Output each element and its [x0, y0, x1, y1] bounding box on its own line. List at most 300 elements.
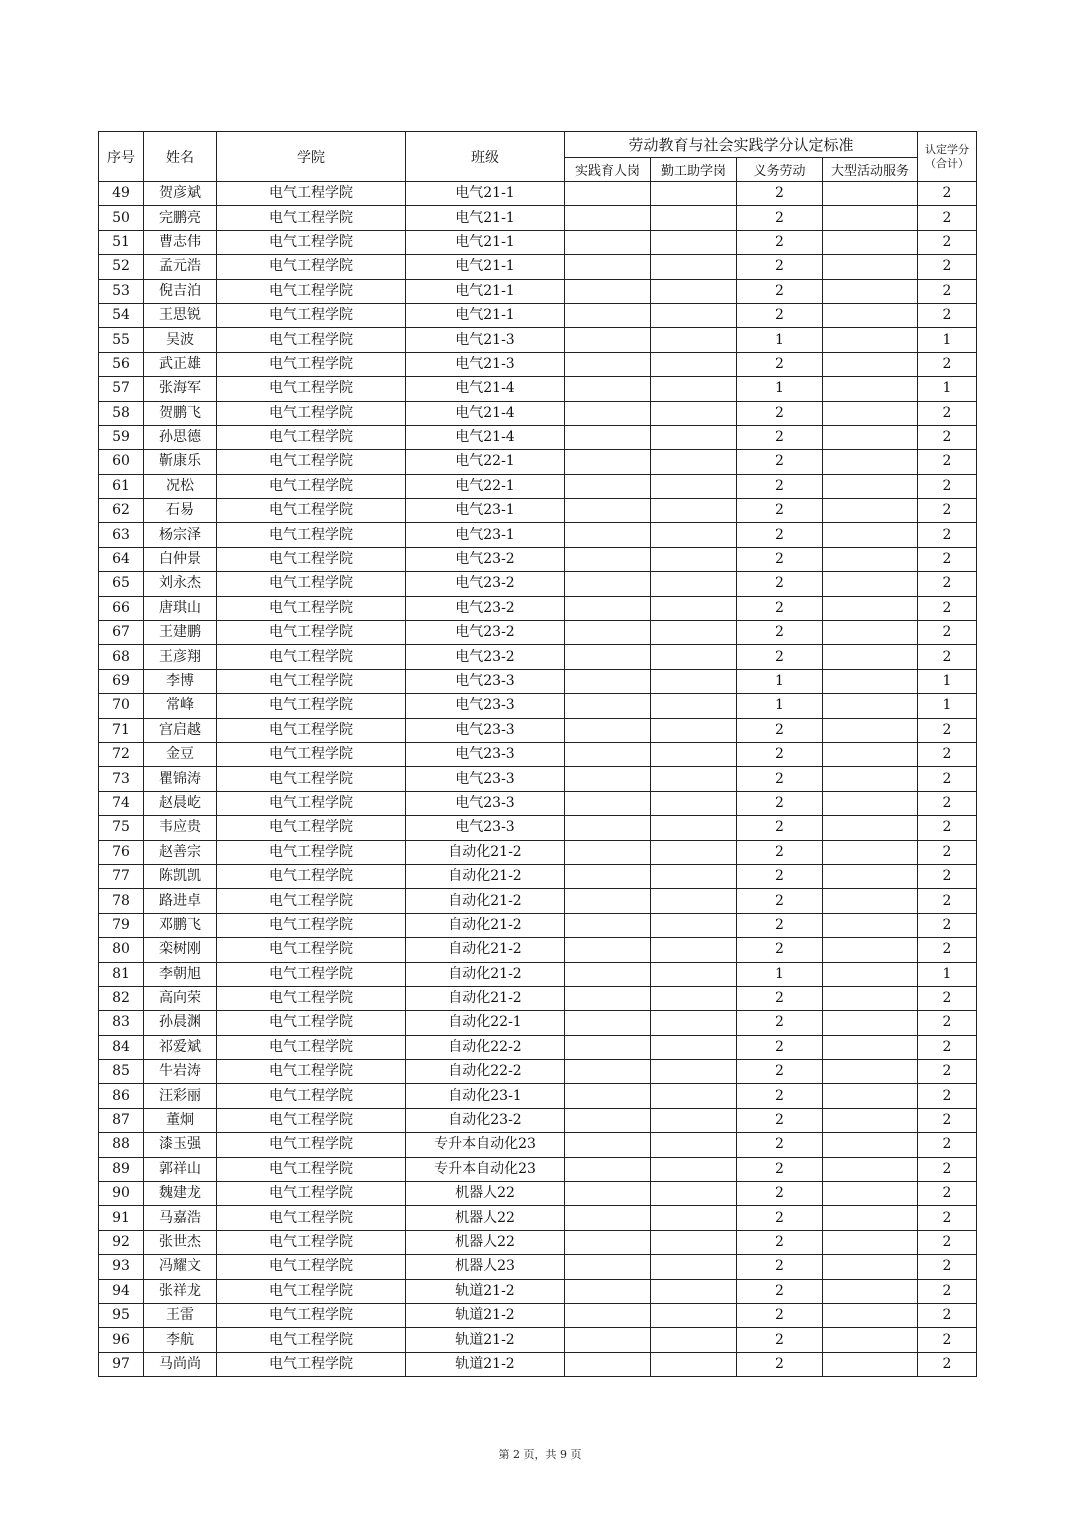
cell-seq: 96 — [99, 1328, 144, 1352]
cell-work-study-post — [651, 1206, 737, 1230]
cell-total-credit: 2 — [918, 1157, 977, 1181]
cell-total-credit: 2 — [918, 1133, 977, 1157]
cell-event-service — [823, 182, 918, 206]
cell-practice-post — [565, 816, 651, 840]
cell-college: 电气工程学院 — [217, 1035, 406, 1059]
cell-seq: 50 — [99, 206, 144, 230]
cell-work-study-post — [651, 572, 737, 596]
cell-voluntary-labor: 2 — [737, 1255, 823, 1279]
table-row — [99, 377, 977, 401]
cell-work-study-post — [651, 401, 737, 425]
cell-name: 牛岩涛 — [144, 1060, 217, 1084]
cell-work-study-post — [651, 718, 737, 742]
cell-class: 自动化21-2 — [406, 889, 565, 913]
cell-name: 倪吉泊 — [144, 279, 217, 303]
cell-class: 机器人22 — [406, 1206, 565, 1230]
cell-total-credit: 1 — [918, 694, 977, 718]
cell-event-service — [823, 669, 918, 693]
cell-class: 自动化22-2 — [406, 1035, 565, 1059]
cell-seq: 95 — [99, 1303, 144, 1327]
cell-college: 电气工程学院 — [217, 377, 406, 401]
cell-work-study-post — [651, 182, 737, 206]
cell-class: 机器人22 — [406, 1230, 565, 1254]
table-row — [99, 669, 977, 693]
cell-voluntary-labor: 2 — [737, 1230, 823, 1254]
cell-practice-post — [565, 279, 651, 303]
cell-work-study-post — [651, 523, 737, 547]
cell-event-service — [823, 816, 918, 840]
cell-name: 石易 — [144, 499, 217, 523]
cell-event-service — [823, 352, 918, 376]
cell-name: 常峰 — [144, 694, 217, 718]
cell-name: 宫启越 — [144, 718, 217, 742]
cell-seq: 97 — [99, 1352, 144, 1376]
header-total-credit — [918, 132, 977, 182]
cell-work-study-post — [651, 962, 737, 986]
cell-seq: 68 — [99, 645, 144, 669]
cell-class: 电气21-4 — [406, 377, 565, 401]
cell-work-study-post — [651, 377, 737, 401]
cell-total-credit: 2 — [918, 1084, 977, 1108]
cell-work-study-post — [651, 1352, 737, 1376]
cell-class: 自动化21-2 — [406, 913, 565, 937]
cell-practice-post — [565, 1255, 651, 1279]
cell-name: 杨宗泽 — [144, 523, 217, 547]
table-row — [99, 425, 977, 449]
cell-practice-post — [565, 499, 651, 523]
cell-seq: 56 — [99, 352, 144, 376]
cell-total-credit: 2 — [918, 352, 977, 376]
header-work-study-post: 勤工助学岗 — [651, 158, 737, 182]
cell-seq: 61 — [99, 474, 144, 498]
cell-seq: 62 — [99, 499, 144, 523]
cell-name: 郭祥山 — [144, 1157, 217, 1181]
cell-college: 电气工程学院 — [217, 791, 406, 815]
cell-name: 白仲景 — [144, 547, 217, 571]
cell-name: 赵善宗 — [144, 840, 217, 864]
cell-practice-post — [565, 572, 651, 596]
table-row — [99, 474, 977, 498]
table-row — [99, 1011, 977, 1035]
cell-class: 电气21-1 — [406, 255, 565, 279]
cell-seq: 93 — [99, 1255, 144, 1279]
cell-voluntary-labor: 2 — [737, 279, 823, 303]
cell-practice-post — [565, 230, 651, 254]
cell-event-service — [823, 913, 918, 937]
cell-voluntary-labor: 2 — [737, 840, 823, 864]
cell-total-credit: 2 — [918, 938, 977, 962]
cell-voluntary-labor: 2 — [737, 303, 823, 327]
cell-practice-post — [565, 1084, 651, 1108]
cell-voluntary-labor: 2 — [737, 1084, 823, 1108]
cell-total-credit: 2 — [918, 206, 977, 230]
cell-name: 武正雄 — [144, 352, 217, 376]
cell-name: 王思锐 — [144, 303, 217, 327]
table-row — [99, 230, 977, 254]
table-row — [99, 1328, 977, 1352]
cell-college: 电气工程学院 — [217, 889, 406, 913]
cell-seq: 94 — [99, 1279, 144, 1303]
cell-voluntary-labor: 2 — [737, 474, 823, 498]
header-seq: 序号 — [99, 132, 144, 182]
cell-practice-post — [565, 694, 651, 718]
cell-practice-post — [565, 1108, 651, 1132]
cell-work-study-post — [651, 938, 737, 962]
cell-event-service — [823, 1328, 918, 1352]
cell-class: 电气23-1 — [406, 523, 565, 547]
cell-event-service — [823, 1230, 918, 1254]
cell-work-study-post — [651, 1035, 737, 1059]
cell-work-study-post — [651, 328, 737, 352]
cell-total-credit: 2 — [918, 645, 977, 669]
cell-seq: 82 — [99, 986, 144, 1010]
cell-college: 电气工程学院 — [217, 1279, 406, 1303]
cell-name: 贺鹏飞 — [144, 401, 217, 425]
cell-event-service — [823, 1279, 918, 1303]
cell-practice-post — [565, 1230, 651, 1254]
cell-name: 祁爱斌 — [144, 1035, 217, 1059]
cell-class: 电气23-2 — [406, 621, 565, 645]
cell-practice-post — [565, 767, 651, 791]
cell-college: 电气工程学院 — [217, 1133, 406, 1157]
table-row — [99, 499, 977, 523]
cell-class: 自动化21-2 — [406, 938, 565, 962]
page-footer: 第 2 页，共 9 页 — [498, 1448, 582, 1461]
table-row — [99, 840, 977, 864]
cell-college: 电气工程学院 — [217, 816, 406, 840]
cell-work-study-post — [651, 1255, 737, 1279]
cell-event-service — [823, 889, 918, 913]
table-row — [99, 1133, 977, 1157]
cell-total-credit: 2 — [918, 1060, 977, 1084]
cell-practice-post — [565, 474, 651, 498]
table-row — [99, 791, 977, 815]
cell-total-credit: 1 — [918, 377, 977, 401]
cell-practice-post — [565, 840, 651, 864]
cell-practice-post — [565, 1133, 651, 1157]
cell-event-service — [823, 474, 918, 498]
cell-college: 电气工程学院 — [217, 938, 406, 962]
cell-seq: 89 — [99, 1157, 144, 1181]
table-row — [99, 1352, 977, 1376]
cell-voluntary-labor: 1 — [737, 694, 823, 718]
cell-college: 电气工程学院 — [217, 1352, 406, 1376]
cell-college: 电气工程学院 — [217, 425, 406, 449]
cell-total-credit: 1 — [918, 669, 977, 693]
cell-voluntary-labor: 2 — [737, 1206, 823, 1230]
cell-name: 张世杰 — [144, 1230, 217, 1254]
cell-event-service — [823, 1157, 918, 1181]
cell-college: 电气工程学院 — [217, 523, 406, 547]
cell-name: 冯耀文 — [144, 1255, 217, 1279]
cell-work-study-post — [651, 742, 737, 766]
cell-college: 电气工程学院 — [217, 1303, 406, 1327]
cell-class: 自动化22-2 — [406, 1060, 565, 1084]
cell-class: 轨道21-2 — [406, 1352, 565, 1376]
cell-work-study-post — [651, 1133, 737, 1157]
cell-voluntary-labor: 2 — [737, 547, 823, 571]
cell-work-study-post — [651, 1157, 737, 1181]
cell-college: 电气工程学院 — [217, 1060, 406, 1084]
cell-voluntary-labor: 2 — [737, 182, 823, 206]
cell-class: 电气21-1 — [406, 206, 565, 230]
header-event-service: 大型活动服务 — [823, 158, 918, 182]
cell-college: 电气工程学院 — [217, 206, 406, 230]
cell-seq: 80 — [99, 938, 144, 962]
cell-seq: 78 — [99, 889, 144, 913]
cell-class: 电气23-2 — [406, 547, 565, 571]
cell-work-study-post — [651, 450, 737, 474]
cell-voluntary-labor: 1 — [737, 669, 823, 693]
cell-total-credit: 2 — [918, 986, 977, 1010]
cell-college: 电气工程学院 — [217, 230, 406, 254]
cell-total-credit: 2 — [918, 1011, 977, 1035]
cell-event-service — [823, 791, 918, 815]
cell-work-study-post — [651, 255, 737, 279]
cell-work-study-post — [651, 1303, 737, 1327]
cell-name: 董炯 — [144, 1108, 217, 1132]
cell-seq: 92 — [99, 1230, 144, 1254]
cell-college: 电气工程学院 — [217, 718, 406, 742]
cell-practice-post — [565, 718, 651, 742]
cell-total-credit: 2 — [918, 767, 977, 791]
cell-class: 电气23-2 — [406, 596, 565, 620]
cell-class: 电气23-3 — [406, 816, 565, 840]
cell-work-study-post — [651, 303, 737, 327]
cell-voluntary-labor: 2 — [737, 621, 823, 645]
cell-name: 魏建龙 — [144, 1182, 217, 1206]
cell-practice-post — [565, 450, 651, 474]
cell-college: 电气工程学院 — [217, 1255, 406, 1279]
cell-total-credit: 2 — [918, 791, 977, 815]
cell-event-service — [823, 962, 918, 986]
cell-work-study-post — [651, 547, 737, 571]
cell-voluntary-labor: 2 — [737, 450, 823, 474]
cell-practice-post — [565, 547, 651, 571]
cell-voluntary-labor: 2 — [737, 986, 823, 1010]
table-row — [99, 1206, 977, 1230]
cell-total-credit: 2 — [918, 864, 977, 888]
cell-total-credit: 2 — [918, 401, 977, 425]
cell-event-service — [823, 255, 918, 279]
cell-class: 电气21-3 — [406, 352, 565, 376]
cell-college: 电气工程学院 — [217, 840, 406, 864]
cell-voluntary-labor: 2 — [737, 1303, 823, 1327]
cell-class: 电气21-1 — [406, 230, 565, 254]
cell-name: 汪彩丽 — [144, 1084, 217, 1108]
cell-event-service — [823, 401, 918, 425]
cell-total-credit: 2 — [918, 1352, 977, 1376]
cell-total-credit: 2 — [918, 1279, 977, 1303]
table-row — [99, 328, 977, 352]
header-name: 姓名 — [144, 132, 217, 182]
cell-college: 电气工程学院 — [217, 474, 406, 498]
cell-name: 贺彦斌 — [144, 182, 217, 206]
cell-event-service — [823, 1060, 918, 1084]
table-row — [99, 986, 977, 1010]
cell-event-service — [823, 1182, 918, 1206]
cell-total-credit: 2 — [918, 474, 977, 498]
cell-work-study-post — [651, 645, 737, 669]
cell-practice-post — [565, 742, 651, 766]
cell-class: 电气23-1 — [406, 499, 565, 523]
cell-name: 李朝旭 — [144, 962, 217, 986]
header-total-line1: 认定学分 — [925, 142, 970, 156]
cell-seq: 49 — [99, 182, 144, 206]
cell-work-study-post — [651, 816, 737, 840]
cell-practice-post — [565, 401, 651, 425]
cell-event-service — [823, 1011, 918, 1035]
cell-college: 电气工程学院 — [217, 669, 406, 693]
cell-event-service — [823, 279, 918, 303]
cell-class: 自动化21-2 — [406, 986, 565, 1010]
table-row — [99, 401, 977, 425]
cell-voluntary-labor: 2 — [737, 596, 823, 620]
cell-voluntary-labor: 2 — [737, 767, 823, 791]
cell-class: 电气23-2 — [406, 645, 565, 669]
cell-name: 马嘉浩 — [144, 1206, 217, 1230]
cell-total-credit: 2 — [918, 816, 977, 840]
cell-practice-post — [565, 523, 651, 547]
cell-total-credit: 2 — [918, 547, 977, 571]
cell-practice-post — [565, 303, 651, 327]
cell-practice-post — [565, 864, 651, 888]
cell-voluntary-labor: 2 — [737, 1060, 823, 1084]
table-row — [99, 1157, 977, 1181]
table-row — [99, 303, 977, 327]
cell-seq: 65 — [99, 572, 144, 596]
cell-voluntary-labor: 2 — [737, 401, 823, 425]
table-row — [99, 255, 977, 279]
cell-total-credit: 2 — [918, 499, 977, 523]
cell-college: 电气工程学院 — [217, 450, 406, 474]
cell-voluntary-labor: 2 — [737, 718, 823, 742]
cell-seq: 59 — [99, 425, 144, 449]
cell-practice-post — [565, 596, 651, 620]
cell-event-service — [823, 1303, 918, 1327]
cell-practice-post — [565, 986, 651, 1010]
cell-practice-post — [565, 791, 651, 815]
cell-seq: 70 — [99, 694, 144, 718]
cell-practice-post — [565, 1182, 651, 1206]
table-body — [99, 182, 977, 1377]
cell-seq: 79 — [99, 913, 144, 937]
cell-name: 况松 — [144, 474, 217, 498]
cell-college: 电气工程学院 — [217, 694, 406, 718]
cell-seq: 63 — [99, 523, 144, 547]
cell-voluntary-labor: 2 — [737, 864, 823, 888]
cell-college: 电气工程学院 — [217, 621, 406, 645]
cell-work-study-post — [651, 1060, 737, 1084]
cell-class: 电气21-4 — [406, 401, 565, 425]
header-college: 学院 — [217, 132, 406, 182]
cell-seq: 91 — [99, 1206, 144, 1230]
cell-practice-post — [565, 1157, 651, 1181]
cell-work-study-post — [651, 499, 737, 523]
cell-work-study-post — [651, 694, 737, 718]
cell-name: 王彦翔 — [144, 645, 217, 669]
cell-practice-post — [565, 1035, 651, 1059]
cell-practice-post — [565, 1328, 651, 1352]
cell-seq: 57 — [99, 377, 144, 401]
credit-table — [98, 131, 977, 1377]
cell-class: 自动化21-2 — [406, 962, 565, 986]
cell-seq: 69 — [99, 669, 144, 693]
cell-voluntary-labor: 2 — [737, 742, 823, 766]
cell-name: 李博 — [144, 669, 217, 693]
cell-college: 电气工程学院 — [217, 986, 406, 1010]
cell-event-service — [823, 645, 918, 669]
cell-seq: 64 — [99, 547, 144, 571]
cell-name: 曹志伟 — [144, 230, 217, 254]
cell-event-service — [823, 864, 918, 888]
table-row — [99, 694, 977, 718]
cell-work-study-post — [651, 596, 737, 620]
cell-work-study-post — [651, 279, 737, 303]
cell-name: 吴波 — [144, 328, 217, 352]
cell-practice-post — [565, 1011, 651, 1035]
cell-voluntary-labor: 2 — [737, 1035, 823, 1059]
cell-event-service — [823, 547, 918, 571]
cell-voluntary-labor: 2 — [737, 938, 823, 962]
cell-class: 电气21-1 — [406, 303, 565, 327]
cell-total-credit: 2 — [918, 255, 977, 279]
cell-class: 电气22-1 — [406, 474, 565, 498]
cell-class: 自动化22-1 — [406, 1011, 565, 1035]
cell-name: 邓鹏飞 — [144, 913, 217, 937]
cell-seq: 86 — [99, 1084, 144, 1108]
table-row — [99, 1255, 977, 1279]
cell-class: 自动化23-2 — [406, 1108, 565, 1132]
cell-seq: 76 — [99, 840, 144, 864]
cell-name: 张海军 — [144, 377, 217, 401]
cell-college: 电气工程学院 — [217, 255, 406, 279]
cell-class: 电气21-1 — [406, 279, 565, 303]
cell-total-credit: 2 — [918, 279, 977, 303]
cell-work-study-post — [651, 425, 737, 449]
cell-voluntary-labor: 2 — [737, 230, 823, 254]
cell-work-study-post — [651, 352, 737, 376]
table-row — [99, 962, 977, 986]
cell-voluntary-labor: 2 — [737, 499, 823, 523]
cell-seq: 58 — [99, 401, 144, 425]
cell-seq: 51 — [99, 230, 144, 254]
cell-voluntary-labor: 1 — [737, 377, 823, 401]
cell-class: 电气22-1 — [406, 450, 565, 474]
cell-name: 张祥龙 — [144, 1279, 217, 1303]
cell-voluntary-labor: 2 — [737, 791, 823, 815]
cell-name: 韦应贵 — [144, 816, 217, 840]
cell-work-study-post — [651, 206, 737, 230]
cell-work-study-post — [651, 230, 737, 254]
cell-total-credit: 2 — [918, 230, 977, 254]
table-row — [99, 547, 977, 571]
cell-college: 电气工程学院 — [217, 1230, 406, 1254]
cell-total-credit: 2 — [918, 621, 977, 645]
table-row — [99, 279, 977, 303]
cell-practice-post — [565, 962, 651, 986]
cell-class: 轨道21-2 — [406, 1303, 565, 1327]
cell-event-service — [823, 621, 918, 645]
cell-seq: 55 — [99, 328, 144, 352]
cell-total-credit: 2 — [918, 1303, 977, 1327]
cell-event-service — [823, 1035, 918, 1059]
table-row — [99, 645, 977, 669]
cell-name: 赵晨屹 — [144, 791, 217, 815]
cell-name: 孙思德 — [144, 425, 217, 449]
cell-voluntary-labor: 2 — [737, 645, 823, 669]
cell-college: 电气工程学院 — [217, 1182, 406, 1206]
